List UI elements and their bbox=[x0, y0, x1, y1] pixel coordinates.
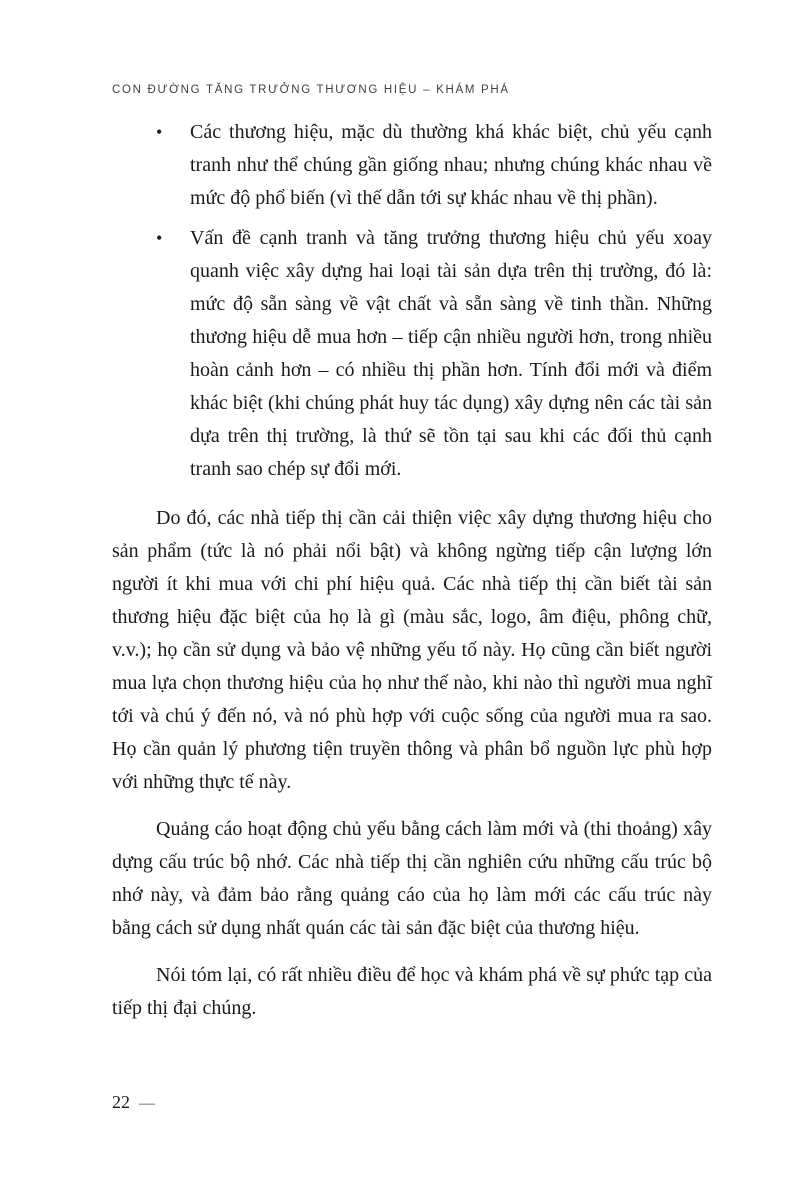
paragraph: Quảng cáo hoạt động chủ yếu bằng cách làm mới và (thi thoảng) xây dựng cấu trúc bộ nhớ. Các nhà tiếp thị cần nghiên cứu những cấu trúc bộ nhớ này, và đảm bảo rằng quảng cáo của họ làm mới các cấu trúc này bằng cách sử dụng nhất quán các tài sản đặc biệt của thương hiệu. bbox=[112, 818, 712, 939]
page-content bbox=[112, 116, 712, 1025]
page-number: 22 bbox=[112, 1092, 130, 1112]
bullet-text: Các thương hiệu, mặc dù thường khá khác biệt, chủ yếu cạnh tranh như thể chúng gần giống nhau; nhưng chúng khác nhau về mức độ phổ biến (vì thế dẫn tới sự khác nhau về thị phần). bbox=[190, 121, 712, 209]
bullet-item bbox=[112, 116, 712, 215]
paragraph: Do đó, các nhà tiếp thị cần cải thiện việc xây dựng thương hiệu cho sản phẩm (tức là nó phải nổi bật) và không ngừng tiếp cận lượng lớn người ít khi mua với chi phí hiệu quả. Các nhà tiếp thị cần biết tài sản thương hiệu đặc biệt của họ là gì (màu sắc, logo, âm điệu, phông chữ, v.v.); họ cần sử dụng và bảo vệ những yếu tố này. Họ cũng cần biết người mua lựa chọn thương hiệu của họ như thế nào, khi nào thì người mua nghĩ tới và chú ý đến nó, và nó phù hợp với cuộc sống của người mua ra sao. Họ cần quản lý phương tiện truyền thông và phân bổ nguồn lực phù hợp với những thực tế này. bbox=[112, 507, 712, 793]
bullet-text: Vấn đề cạnh tranh và tăng trưởng thương hiệu chủ yếu xoay quanh việc xây dựng hai loại tài sản dựa trên thị trường, đó là: mức độ sẵn sàng về vật chất và sẵn sàng về tinh thần. Những thương hiệu dễ mua hơn – tiếp cận nhiều người hơn, trong nhiều hoàn cảnh hơn – có nhiều thị phần hơn. Tính đổi mới và điểm khác biệt (khi chúng phát huy tác dụng) xây dựng nên các tài sản dựa trên thị trường, là thứ sẽ tồn tại sau khi các đối thủ cạnh tranh sao chép sự đổi mới. bbox=[190, 227, 712, 480]
bullet-marker: • bbox=[156, 228, 163, 248]
running-header: CON ĐƯỜNG TĂNG TRƯỞNG THƯƠNG HIỆU – KHÁM PHÁ bbox=[112, 84, 510, 96]
bullet-marker: • bbox=[156, 122, 163, 142]
page-number-dash: — bbox=[139, 1094, 155, 1112]
bullet-list bbox=[112, 116, 712, 486]
bullet-item bbox=[112, 222, 712, 486]
paragraph: Nói tóm lại, có rất nhiều điều để học và khám phá về sự phức tạp của tiếp thị đại chúng. bbox=[112, 964, 712, 1019]
page-footer bbox=[112, 1092, 155, 1113]
